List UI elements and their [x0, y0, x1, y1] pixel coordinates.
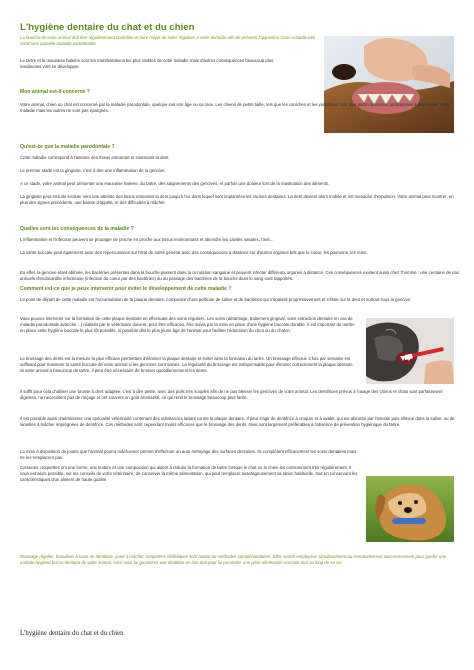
paragraph-sante-generale: La santé buccale peut également avoir des répercussions sur l'état de santé général avec des conséquences à distance sur d'autres organes tels que le coeur, les poumons, les reins.	[20, 250, 368, 255]
paragraph-bacteries: En effet, la gencive étant abîmée, les bactéries présentes dans la bouche passent dans la circulation sanguine et peuvent infecter différents organes à distance. Ces conséquences existent aussi chez l'homme : une centaine de cas annuels d'endocardite infectieuse (infection du coeur par des bactéries) du au passage des bactéries de la bouche dans le sang sont rapportés.	[20, 270, 459, 282]
paragraph-croquettes: Certaines croquettes ont une forme, une texture et une composition qui aident à réduire la formation de tartre lorsque le chat ou le chien les consomment très régulièrement. Il vous est alors possible, sur les conseils de votre vétérinaire, de conserver la même alimentation, qui peut remplacer avantageusement sa ration habituelle, tout en conservant les caractéristiques d'un aliment de haute qualité.	[20, 465, 358, 483]
paragraph-specialite-veterinaire: Il est possible aussi d'administrer une spécialité vétérinaire contenant des substances luttant contre la plaque dentaire. Il peut s'agir de dentifrice à croquer et à avaler, qui est absorbé par l'intestin puis éliminé dans la salive, ou de lamelles à mâcher imprégnées de dentifrice. Ces méthodes sont cependant moins efficaces que le brossage des dents, mais sont largement préférables à l'absence de prévention hygiénique du tartre.	[20, 416, 455, 428]
paragraph-symptomes: A ce stade, votre animal peut présenter une mauvaise haleine, du tartre, des saignements des gencives, et parfois une douleur lors de la mastication des aliments.	[20, 181, 330, 186]
intro-paragraph: La bouche de votre animal doit être régulièrement contrôlée et faire l'objet de soins réguliers à votre domicile afin de prévenir l'apparition d'une maladie très commune appelée maladie parodontale.	[20, 35, 316, 47]
paragraph-brossage: Le brossage des dents est la mesure la plus efficace permettant d'éliminer la plaque dentaire et éviter ainsi la formation du tartre. Un brossage effectué 3 fois par semaine est suffisant pour maintenir la santé buccale de votre animal si les gencives sont saines. La régularité du brossage est indispensable pour éliminer correctement la plaque dentaire. Si votre animal a beaucoup de tartre, il peut être nécessaire de brosser quotidiennement les dents.	[20, 356, 354, 374]
paragraph-evolution: La gingivite peut ensuite évoluer vers une atteinte des tissus entourant la dent jusqu'à l'os dans lequel sont implantées les racines dentaires. La dent devient alors mobile et est menacée d'expulsion. Votre animal peut montrer, en plus des signes précédents, une baisse d'appétit, et des difficultés à mâcher.	[20, 194, 454, 206]
heading-maladie-parodontale: Qu'est-ce que la maladie parodontale ?	[20, 144, 115, 150]
page-title: L'hygiène dentaire du chat et du chien	[20, 22, 195, 33]
heading-concerne: Mon animal est-il concerné ?	[20, 89, 90, 95]
paragraph-propagation: L'inflammation et l'infection peuvent se propager de proche en proche aux tissus environnants et atteindre les cavités nasales, l'oeil…	[20, 237, 274, 242]
dog-toothbrush-photo	[366, 318, 454, 384]
paragraph-jouets: La mise à disposition de jouets que l'animal pourra mâchonner permet d'effectuer un auto-nettoyage des surfaces dentaires. Ils complètent efficacement les soins dentaires mais ne les remplacent pas.	[20, 449, 357, 461]
conclusion-paragraph: Brossage régulier, friandises à base de dentifrice, jouet à mâcher, croquettes diététiques sont autant de méthodes complémentaires. Elles seront employées simultanément ou éventuellement successivement pour garder une parfaite hygiène bucco-dentaire de votre animal. Ainsi vous lui garantirez une dentition en bon état pour lui permettre une prise alimentaire normale tout au long de sa vie.	[20, 554, 447, 566]
page-footer: L'hygiène dentaire du chat et du chien	[20, 630, 124, 637]
dog-teeth-photo	[324, 36, 454, 133]
dog-chewing-photo	[366, 476, 454, 542]
paragraph-tartre: Le tartre et la mauvaise haleine sont les manifestations les plus visibles de cette maladie mais d'autres conséquences beaucoup plus insidieuses vont se développer.	[20, 58, 274, 70]
paragraph-soins: Vous pouvez intervenir sur la formation de cette plaque dentaire en effectuant des soins réguliers. Les soins (détartrage, traitement gingival, voire extraction dentaire en cas de maladie parodontale avancée…) réalisés par le vétérinaire doivent, pour être efficaces, être suivis par la mise en place d'une hygiène buccale durable. Il est important de mettre en place cette hygiène buccale le plus tôt possible, si possible dès le plus jeune âge de l'animal pour faciliter l'éducation du chiot ou du chaton.	[20, 316, 355, 334]
paragraph-concerne: Votre animal, chien ou chat est concerné par la maladie parodontale, quelque soit son âge ou sa race. Les chiens de petite taille, tels que les caniches et les yorkshires sont plus particulièrement prédisposés à développer cette maladie mais les autres ne sont pas épargnés.	[20, 102, 450, 114]
heading-consequences: Quelles sont les conséquences de la maladie ?	[20, 226, 134, 232]
paragraph-gingivite: Le premier stade est la gingivite, c'est à dire une inflammation de la gencive.	[20, 168, 166, 173]
paragraph-definition: Cette maladie correspond à l'atteinte des tissus entourant et soutenant la dent.	[20, 155, 170, 160]
heading-intervenir: Comment est-ce que je peux intervenir pour éviter le développement de cette maladie ?	[20, 286, 232, 292]
paragraph-plaque-dentaire: Le point de départ de cette maladie est l'accumulation de la plaque dentaire, composée d'une pellicule de salive et de bactéries qui s'épaissit progressivement et s'étale sur la dent et surtout sous la gencive.	[20, 297, 412, 302]
paragraph-brosse-adaptee: Il suffit pour cela d'utiliser une brosse à dent adaptée, c'est à dire petite, avec des poils très souples afin de ne pas blesser les gencives de votre animal. Les dentifrices prévus à l'usage des chiens et chats sont parfaitement digestes, ne nécessitent pas de rinçage et ont souvent un goût aromatisé, ce qui rend le brossage beaucoup plus facile.	[20, 389, 443, 401]
